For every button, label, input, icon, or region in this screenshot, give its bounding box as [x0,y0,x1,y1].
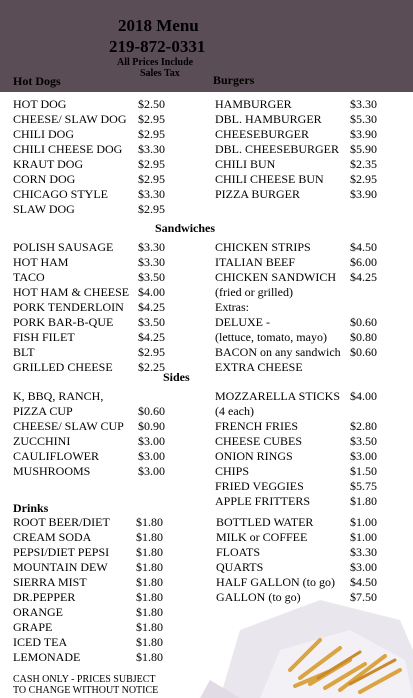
menu-item-name: BLT [13,345,35,359]
menu-item-name: DELUXE - [215,315,270,329]
menu-item-price: $0.60 [350,345,377,359]
menu-item-name: (fried or grilled) [215,285,293,299]
menu-item-name: CHEESE/ SLAW DOG [13,112,127,126]
tax-note-line1: All Prices Include [117,57,194,68]
menu-item-price: $2.95 [138,127,165,141]
menu-item-name: CHEESE CUBES [215,434,303,448]
menu-item-price: $4.25 [350,270,377,284]
menu-item-price: $3.00 [138,464,165,478]
menu-item-price: $2.95 [138,157,165,171]
menu-item-name: (4 each) [215,404,254,418]
menu-item-price: $5.30 [350,112,377,126]
menu-item-name: CHIPS [215,464,250,478]
menu-item-price: $5.90 [350,142,377,156]
menu-item-name: CHILI BUN [215,157,276,171]
menu-item-name: HALF GALLON (to go) [216,575,335,589]
menu-item-price: $1.00 [350,530,377,544]
menu-item-name: SLAW DOG [13,202,75,216]
menu-item-name: PORK BAR-B-QUE [13,315,114,329]
menu-item-name: KRAUT DOG [13,157,84,171]
menu-item-price: $2.95 [138,202,165,216]
section-heading-sides: Sides [163,370,190,384]
menu-item-price: $3.30 [138,240,165,254]
menu-item-name: FRENCH FRIES [215,419,299,433]
menu-item-price: $2.95 [138,172,165,186]
menu-item-name: (lettuce, tomato, mayo) [215,330,327,344]
menu-item-name: K, BBQ, RANCH, [13,389,104,403]
menu-item-price: $3.50 [350,434,377,448]
menu-item-name: APPLE FRITTERS [215,494,311,508]
footer-note-line1: CASH ONLY - PRICES SUBJECT [13,674,156,685]
menu-item-name: LEMONADE [13,650,81,664]
menu-item-name: DBL. HAMBURGER [215,112,322,126]
menu-item-price: $1.80 [136,605,163,619]
menu-item-price: $1.80 [136,575,163,589]
menu-item-name: ITALIAN BEEF [215,255,296,269]
menu-item-name: CHEESE/ SLAW CUP [13,419,124,433]
menu-item-name: MOUNTAIN DEW [13,560,108,574]
menu-item-name: SIERRA MIST [13,575,87,589]
menu-item-price: $2.95 [350,172,377,186]
menu-item-price: $1.80 [136,620,163,634]
menu-item-name: BACON on any sandwich [215,345,341,359]
menu-item-name: GRILLED CHEESE [13,360,113,374]
menu-item-price: $2.50 [138,97,165,111]
menu-item-name: ROOT BEER/DIET [13,515,110,529]
menu-item-name: CREAM SODA [13,530,92,544]
menu-item-price: $3.30 [350,545,377,559]
section-heading-sandwiches: Sandwiches [155,221,216,235]
menu-item-name: CAULIFLOWER [13,449,99,463]
menu-item-name: CHILI DOG [13,127,74,141]
menu-item-price: $1.80 [136,515,163,529]
menu-item-price: $4.00 [138,285,165,299]
menu-item-name: HAMBURGER [215,97,292,111]
menu-item-name: CHILI CHEESE DOG [13,142,123,156]
menu-item-name: CHICKEN SANDWICH [215,270,336,284]
menu-item-name: CHICKEN STRIPS [215,240,311,254]
menu-item-price: $3.30 [138,142,165,156]
menu-item-price: $3.30 [350,97,377,111]
menu-item-price: $7.50 [350,590,377,604]
section-heading-burgers: Burgers [213,73,255,87]
menu-item-name: CHILI CHEESE BUN [215,172,324,186]
menu-item-price: $1.80 [136,560,163,574]
menu-item-name: ZUCCHINI [13,434,71,448]
menu-item-price: $1.00 [350,515,377,529]
menu-item-name: TACO [13,270,45,284]
menu-item-price: $3.00 [350,560,377,574]
menu-item-price: $3.00 [138,449,165,463]
menu-item-name: CHICAGO STYLE [13,187,108,201]
menu-item-name: MILK or COFFEE [216,530,308,544]
menu-item-name: ICED TEA [13,635,68,649]
menu-item-price: $2.35 [350,157,377,171]
menu-item-price: $4.50 [350,575,377,589]
menu-item-name: FISH FILET [13,330,75,344]
menu-item-name: ORANGE [13,605,63,619]
menu-item-price: $3.00 [138,434,165,448]
menu-item-price: $3.90 [350,187,377,201]
menu-item-name: FRIED VEGGIES [215,479,304,493]
menu-item-price: $0.80 [350,330,377,344]
menu-item-name: HOT HAM & CHEESE [13,285,130,299]
menu-item-name: QUARTS [216,560,264,574]
menu-item-name: GALLON (to go) [216,590,301,604]
menu-item-price: $1.50 [350,464,377,478]
menu-item-price: $1.80 [136,650,163,664]
footer-note-line2: TO CHANGE WITHOUT NOTICE [13,685,159,696]
menu-title: 2018 Menu [118,16,199,35]
menu-item-name: ONION RINGS [215,449,293,463]
menu-item-price: $5.75 [350,479,377,493]
section-heading-drinks: Drinks [13,501,49,515]
menu-item-name: PEPSI/DIET PEPSI [13,545,110,559]
menu-item-price: $2.80 [350,419,377,433]
menu-item-name: POLISH SAUSAGE [13,240,114,254]
menu-item-price: $3.50 [138,315,165,329]
menu-item-price: $4.25 [138,300,165,314]
menu-item-name: BOTTLED WATER [216,515,314,529]
menu-item-price: $3.30 [138,187,165,201]
menu-item-name: HOT HAM [13,255,69,269]
menu-item-price: $4.25 [138,330,165,344]
menu-item-name: PIZZA BURGER [215,187,301,201]
menu-item-price: $1.80 [136,590,163,604]
menu-header-background [0,0,413,92]
section-heading-hot-dogs: Hot Dogs [13,74,61,88]
menu-item-price: $2.95 [138,345,165,359]
menu-item-price: $1.80 [136,545,163,559]
menu-item-price: $1.80 [136,635,163,649]
menu-item-price: $1.80 [350,494,377,508]
menu-item-price: $0.60 [350,315,377,329]
menu-item-name: MUSHROOMS [13,464,91,478]
phone-number: 219-872-0331 [109,37,206,56]
menu-item-name: DBL. CHEESEBURGER [215,142,340,156]
menu-item-name: HOT DOG [13,97,67,111]
menu-item-price: $3.90 [350,127,377,141]
menu-item-name: MOZZARELLA STICKS [215,389,341,403]
menu-item-price: $2.95 [138,112,165,126]
menu-item-price: $0.90 [138,419,165,433]
menu-item-price: $0.60 [138,404,165,418]
menu-item-price: $2.25 [138,360,165,374]
menu-item-name: EXTRA CHEESE [215,360,303,374]
menu-item-price: $4.00 [350,389,377,403]
menu-item-price: $6.00 [350,255,377,269]
menu-item-name: CHEESEBURGER [215,127,310,141]
menu-item-name: FLOATS [216,545,261,559]
menu-item-name: PORK TENDERLOIN [13,300,124,314]
menu-item-price: $4.50 [350,240,377,254]
tax-note-line2: Sales Tax [140,68,180,79]
menu-item-name: PIZZA CUP [13,404,73,418]
menu-item-price: $1.80 [136,530,163,544]
menu-item-price: $3.50 [138,270,165,284]
menu-item-name: Extras: [215,300,249,314]
menu-item-name: GRAPE [13,620,53,634]
menu-item-price: $3.00 [350,449,377,463]
menu-item-price: $3.30 [138,255,165,269]
menu-item-name: DR.PEPPER [13,590,76,604]
menu-item-name: CORN DOG [13,172,76,186]
